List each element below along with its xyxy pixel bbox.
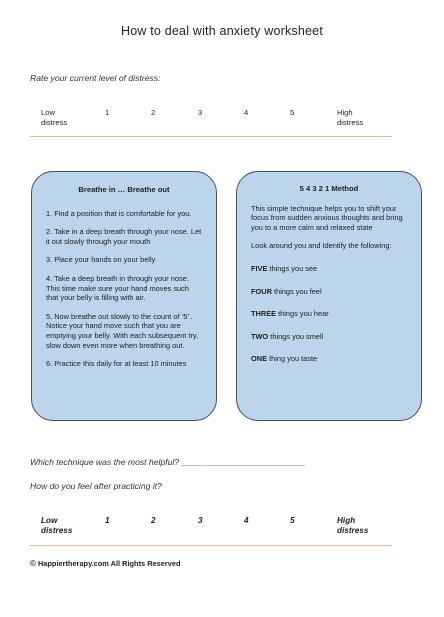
distress-scale-bottom	[30, 516, 392, 546]
scale-low-label: Low distress	[41, 108, 68, 127]
breathe-step: 4. Take a deep breath in through your nose. This time make sure your hand moves such that your belly is filling with air.	[46, 273, 189, 303]
breathe-step: 1. Find a position that is comfortable for you.	[46, 208, 192, 218]
breathe-technique-card	[31, 171, 217, 421]
rate-distress-prompt: Rate your current level of distress:	[30, 73, 161, 83]
scale-high-label: High distress	[337, 516, 369, 535]
method-heading: 5 4 3 2 1 Method	[299, 184, 359, 193]
copyright-symbol: ©	[30, 559, 36, 568]
most-helpful-question[interactable]: Which technique was the most helpful? __________________________	[30, 457, 306, 467]
scale-2[interactable]: 2	[151, 108, 156, 117]
copyright-text: Happiertherapy.com All Rights Reserved	[35, 559, 181, 568]
breathe-step: 6. Practice this daily for at least 10 minutes	[46, 359, 187, 369]
method-item: FIVE things you see	[251, 263, 318, 273]
breathe-heading: Breathe in … Breathe out	[78, 185, 170, 194]
distress-scale-top	[30, 108, 392, 137]
method-item: ONE thing you taste	[251, 354, 318, 364]
method-item: THREE things you hear	[251, 309, 329, 319]
scale-4[interactable]: 4	[244, 108, 249, 117]
breathe-step: 5. Now breathe out slowly to the count of ‘5’ . Notice your hand move such that you are emptying your belly. With each subsequent try, slow down even more when breathing out.	[46, 311, 199, 350]
scale-5[interactable]: 5	[290, 108, 295, 117]
scale-5[interactable]: 5	[290, 516, 295, 525]
method-intro: This simple technique helps you to shift your focus from sudden anxious thoughts and bring you to a more calm and relaxed state	[251, 203, 403, 232]
scale-low-label: Low distress	[41, 516, 73, 535]
feel-after-question: How do you feel after practicing it?	[30, 481, 162, 491]
scale-2[interactable]: 2	[151, 516, 156, 525]
breathe-step: 2. Take in a deep breath through your nose. Let it out slowly through your mouth	[46, 227, 202, 246]
scale-4[interactable]: 4	[244, 516, 249, 525]
method-item: FOUR things you feel	[251, 286, 322, 296]
scale-high-label: High distress	[337, 108, 364, 127]
copyright-footer	[30, 559, 180, 568]
page-title: How to deal with anxiety worksheet	[120, 24, 324, 38]
54321-method-card	[236, 171, 422, 421]
method-item: TWO things you smell	[251, 331, 324, 341]
scale-1[interactable]: 1	[105, 108, 110, 117]
scale-1[interactable]: 1	[105, 516, 110, 525]
scale-3[interactable]: 3	[198, 108, 203, 117]
breathe-step: 3. Place your hands on your belly	[46, 255, 156, 265]
method-look-around: Look around you and Identify the following:	[251, 241, 392, 251]
scale-3[interactable]: 3	[198, 516, 203, 525]
